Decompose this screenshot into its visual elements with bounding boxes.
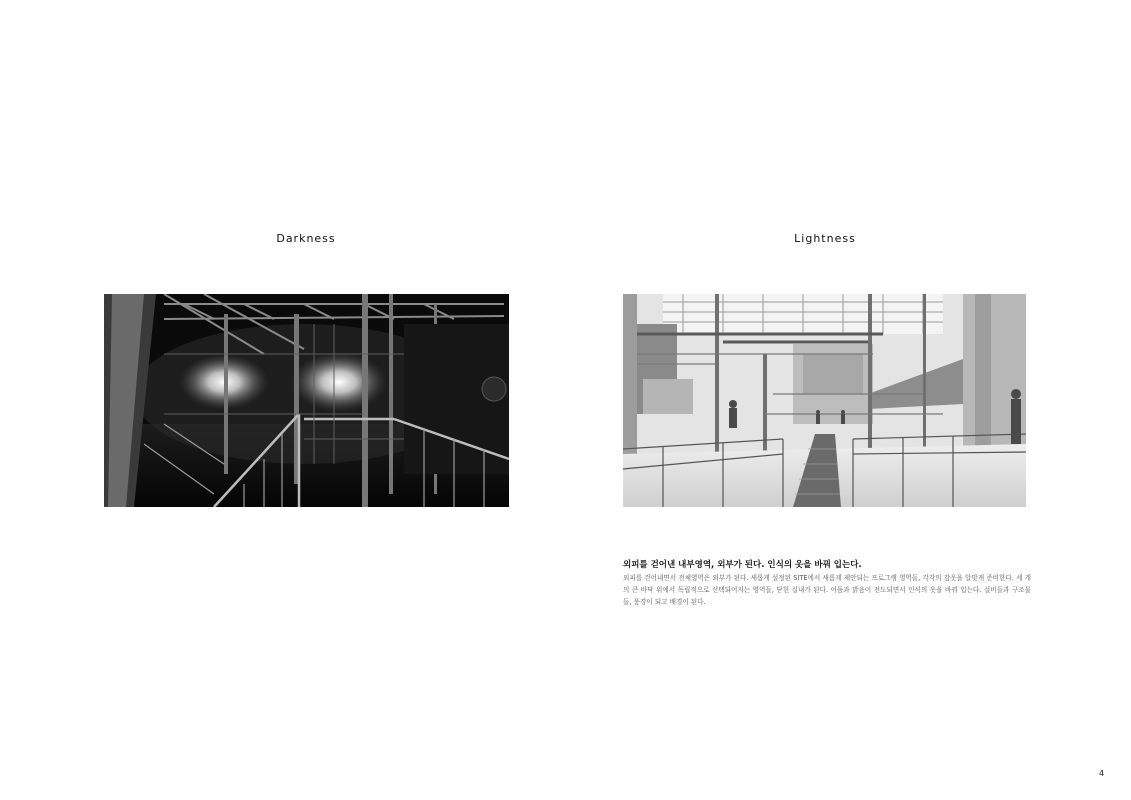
page-number: 4 <box>1099 769 1105 778</box>
lightness-render <box>623 294 1026 507</box>
caption-body: 외피를 걷어내면서 전체영역은 외부가 된다. 새롭게 설정된 SITE에서 새롭게 제안되는 프로그램 영역들, 각각의 감옷을 알맞게 준비한다. 세 개의 큰 바닥 위에서 독립적으로 선택되어지는 영역들, 닫힌 실내가 된다. 어둠과 밝음이 전도되면서 인식의 옷을 바꿔 입는다. 설비들과 구조물들, 풍경이 되고 배경이 된다. <box>623 574 1031 606</box>
lightness-heading: Lightness <box>794 232 856 245</box>
caption-title: 외피를 걷어낸 내부영역, 외부가 된다. 인식의 옷을 바꿔 입는다. <box>623 560 862 570</box>
darkness-photo <box>104 294 509 507</box>
darkness-heading: Darkness <box>276 232 336 245</box>
